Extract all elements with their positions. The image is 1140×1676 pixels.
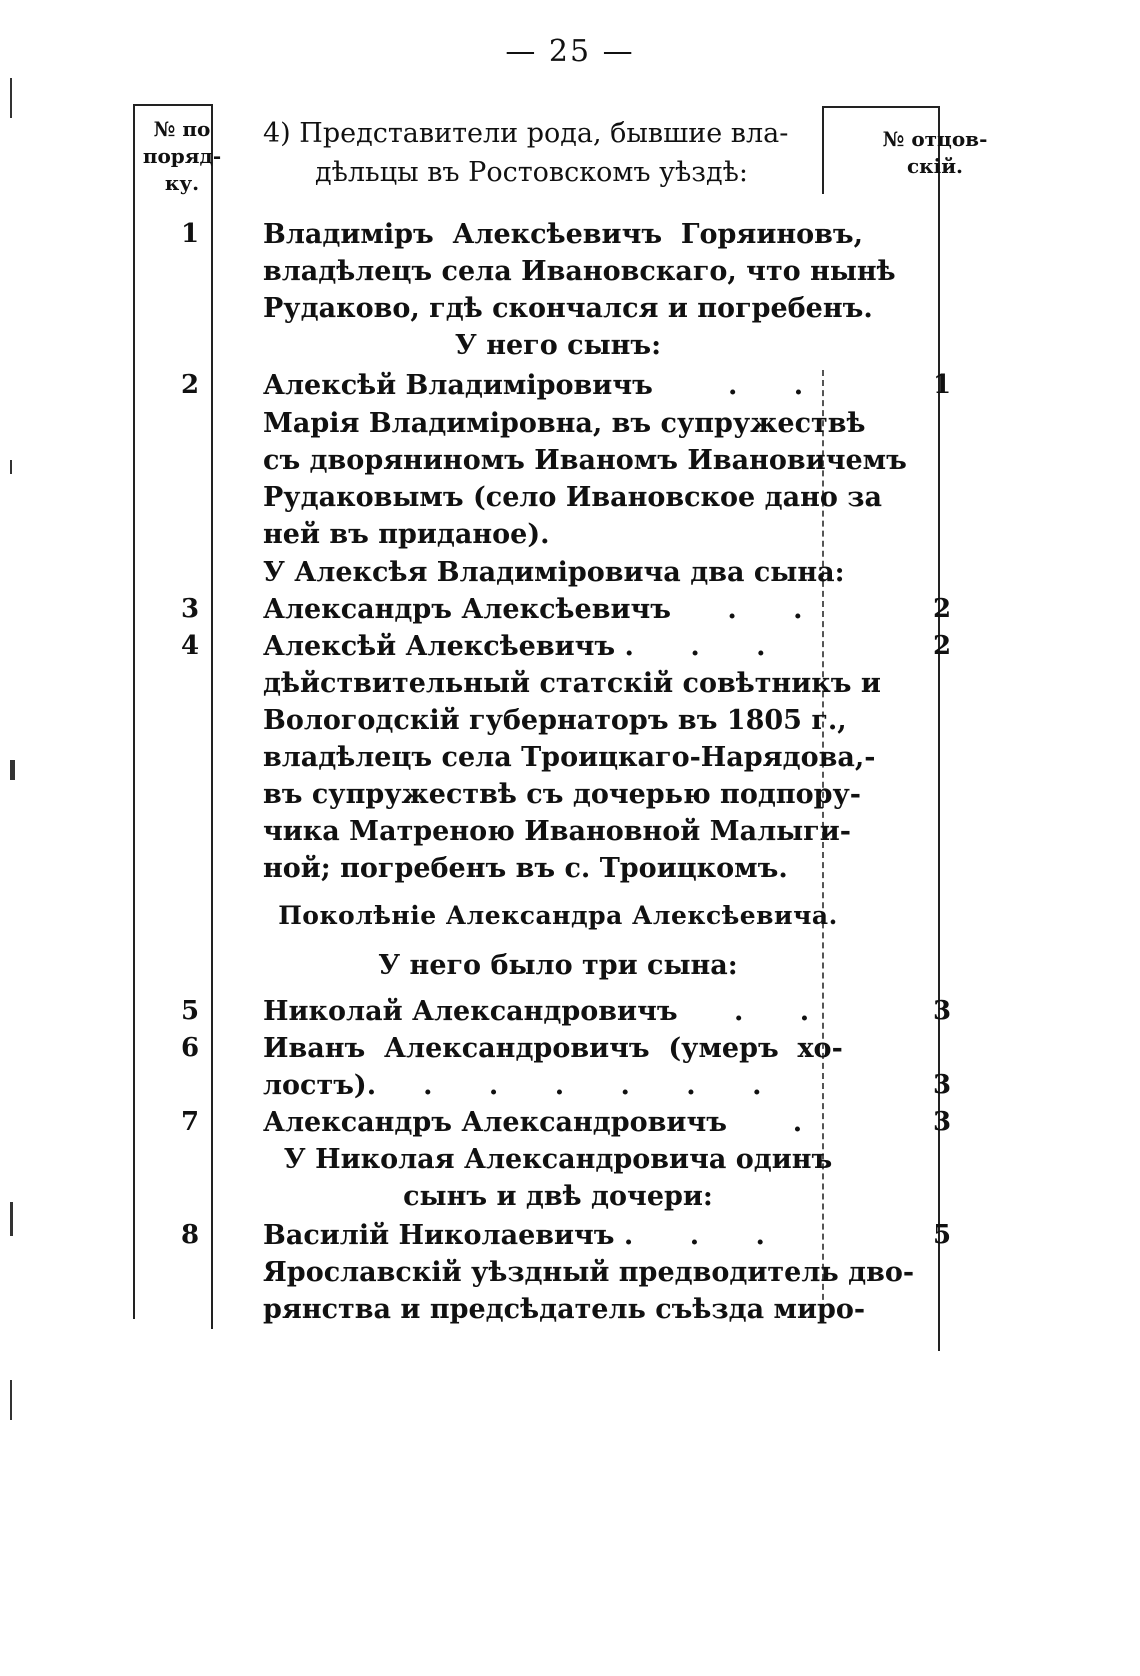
entry-text: Поколѣніе Александра Алексѣевича. (278, 901, 838, 930)
entry-text: владѣлецъ села Троицкаго-Нарядова,- (263, 742, 876, 773)
father-number: 3 (932, 1107, 952, 1137)
margin-mark (10, 460, 12, 474)
entry-text: Рудаково, гдѣ скончался и погребенъ. (263, 293, 873, 324)
entry-text: въ супружествѣ съ дочерью подпору- (263, 779, 861, 810)
page-number: — 25 — (505, 34, 635, 69)
entry-text: У него было три сына: (378, 950, 738, 981)
section-heading-line: дѣльцы въ Ростовскомъ уѣздѣ: (315, 157, 749, 188)
entry-text: Иванъ Александровичъ (умеръ хо- (263, 1033, 843, 1064)
column-header-father-number (875, 126, 995, 180)
order-number: 3 (180, 594, 200, 624)
entry-text: лостъ). . . . . . . (263, 1070, 762, 1101)
margin-mark (10, 760, 15, 780)
entry-text: У него сынъ: (454, 330, 662, 361)
header-rule-left (133, 104, 211, 106)
entry-text: Ярославскій уѣздный предводитель дво- (263, 1257, 915, 1288)
header-line: № отцов- (882, 127, 988, 151)
entry-text: Рудаковымъ (село Ивановское дано за (263, 482, 883, 513)
header-line: скій. (906, 154, 963, 178)
entry-text: Николай Александровичъ . . (263, 996, 810, 1027)
section-heading-line: 4) Представители рода, бывшие вла- (263, 118, 789, 149)
entry-text: Александръ Алексѣевичъ . . (263, 594, 803, 625)
header-line: ку. (164, 171, 200, 195)
header-rule-right (822, 106, 940, 108)
father-number: 2 (932, 594, 952, 624)
father-number: 5 (932, 1220, 952, 1250)
column-rule-left-inner (211, 104, 213, 1329)
margin-mark (10, 1380, 12, 1420)
order-number: 5 (180, 996, 200, 1026)
father-number: 2 (932, 631, 952, 661)
order-number: 2 (180, 370, 200, 400)
father-number: 3 (932, 1070, 952, 1100)
margin-mark (10, 78, 12, 118)
entry-text: У Николая Александровича одинъ (283, 1144, 833, 1175)
father-number: 3 (932, 996, 952, 1026)
entry-text: Владиміръ Алексѣевичъ Горяиновъ, (263, 219, 863, 250)
entry-text: Александръ Александровичъ . (263, 1107, 803, 1138)
header-line: № по (153, 117, 211, 141)
section-heading (263, 114, 843, 192)
order-number: 6 (180, 1033, 200, 1063)
entry-text: ной; погребенъ въ с. Троицкомъ. (263, 853, 788, 884)
order-number: 1 (180, 219, 200, 249)
order-number: 7 (180, 1107, 200, 1137)
entry-text: Вологодскій губернаторъ въ 1805 г., (263, 705, 847, 736)
entry-text: сынъ и двѣ дочери: (403, 1181, 713, 1212)
entry-text: чика Матреною Ивановной Малыги- (263, 816, 851, 847)
order-number: 8 (180, 1220, 200, 1250)
entry-text: Василій Николаевичъ . . . (263, 1220, 765, 1251)
column-header-order-number (142, 116, 222, 197)
entry-text: У Алексѣя Владиміровича два сына: (263, 557, 845, 588)
entry-text: владѣлецъ села Ивановскаго, что нынѣ (263, 256, 896, 287)
entry-text: рянства и предсѣдатель съѣзда миро- (263, 1294, 866, 1325)
father-number: 1 (932, 370, 952, 400)
order-number: 4 (180, 631, 200, 661)
entry-text: ней въ приданое). (263, 519, 550, 550)
column-rule-left-outer (133, 104, 135, 1319)
margin-mark (10, 1202, 13, 1236)
header-line: поряд- (142, 144, 222, 168)
entry-text: Алексѣй Владиміровичъ . . (263, 370, 804, 401)
column-rule-right-outer (938, 106, 940, 1351)
entry-text: дѣйствительный статскій совѣтникъ и (263, 668, 881, 699)
entry-text: Марія Владиміровна, въ супружествѣ (263, 408, 866, 439)
entry-text: съ дворяниномъ Иваномъ Ивановичемъ (263, 445, 907, 476)
entry-text: Алексѣй Алексѣевичъ . . . (263, 631, 766, 662)
